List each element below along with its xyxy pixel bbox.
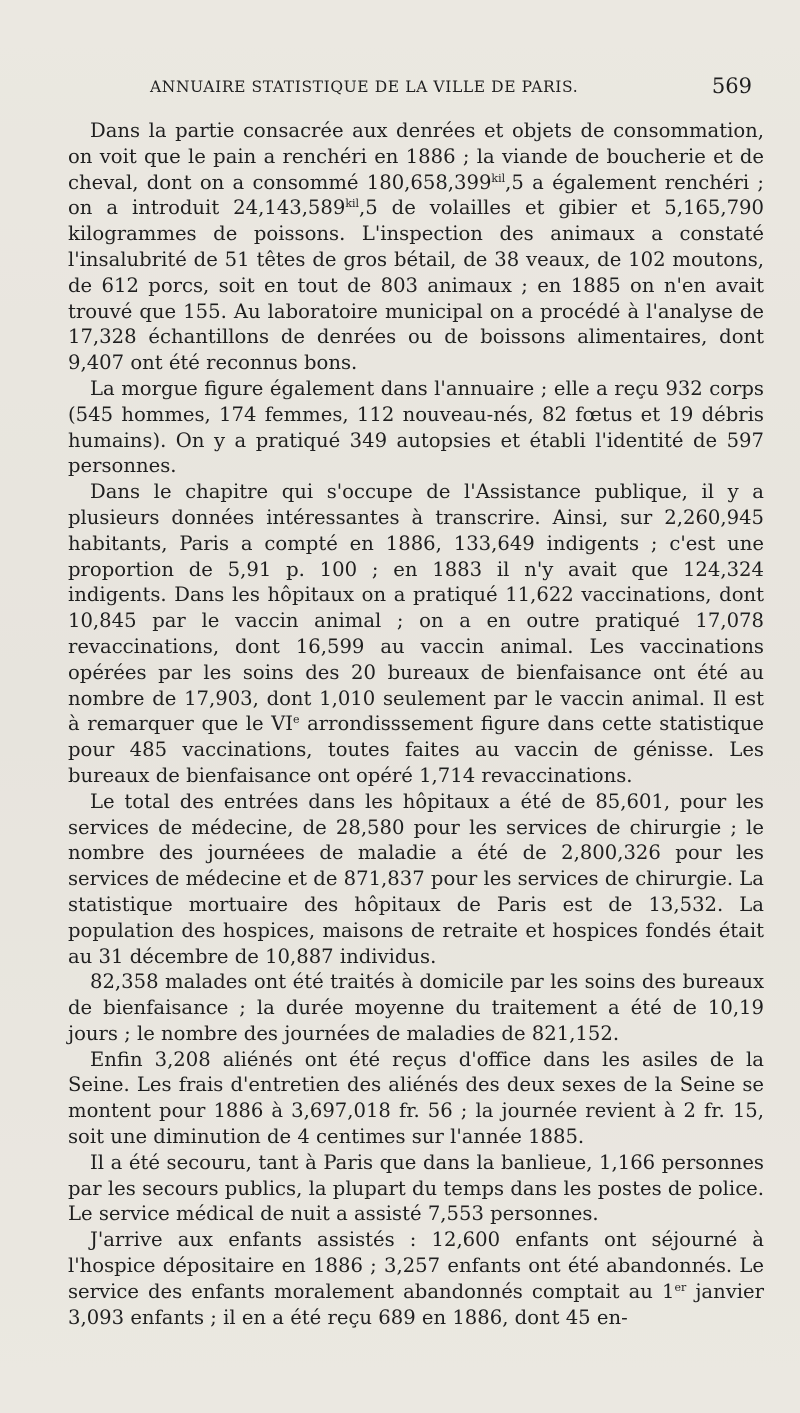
body-text — [68, 118, 764, 1330]
paragraph-domicile: 82,358 malades ont été traités à domicile par les soins des bureaux de bienfaisance ; la durée moyenne du traitement a été de 10,19 jours ; le nombre des journées de maladies de 821,152. — [68, 970, 764, 1045]
paragraph-assistance-publique: Dans le chapitre qui s'occupe de l'Assistance publique, il y a plusieurs données intéressantes à transcrire. Ainsi, sur 2,260,945 habitants, Paris a compté en 1886, 133,649 indigents ; c'est une proportion de 5,91 p. 100 ; en 1883 il n'y avait que 124,324 indigents. Dans les hôpitaux on a pratiqué 11,622 vaccinations, dont 10,845 par le vaccin animal ; on a en outre pratiqué 17,078 revaccinations, dont 16,599 au vaccin animal. Les vaccinations opérées par les soins des 20 bureaux de bienfaisance ont été au nombre de 17,903, dont 1,010 seulement par le vaccin animal. Il est à remarquer que le VIe arrondisssement figure dans cette statistique pour 485 vaccinations, toutes faites au vaccin de génisse. Les bureaux de bienfaisance ont opéré 1,714 revaccinations. — [68, 480, 764, 787]
superscript-kil-1: kil — [491, 171, 506, 185]
superscript-kil-2: kil — [345, 197, 360, 211]
paragraph-morgue: La morgue figure également dans l'annuaire ; elle a reçu 932 corps (545 hommes, 174 femmes, 112 nouveau-nés, 82 fœtus et 19 débris humains). On y a pratiqué 349 autopsies et établi l'identité de 597 personnes. — [68, 376, 764, 478]
superscript-er: er — [674, 1280, 687, 1294]
paragraph-secours: Il a été secouru, tant à Paris que dans la banlieue, 1,166 personnes par les secours publics, la plupart du temps dans les postes de police. Le service médical de nuit a assisté 7,553 personnes. — [68, 1150, 764, 1226]
superscript-e: e — [293, 713, 300, 727]
paragraph-alienes: Enfin 3,208 aliénés ont été reçus d'office dans les asiles de la Seine. Les frais d'entretien des aliénés des deux sexes de la Seine se montent pour 1886 à 3,697,018 fr. 56 ; la journée revient à 2 fr. 15, soit une diminution de 4 centimes sur l'année 1885. — [68, 1047, 764, 1149]
running-header — [150, 74, 752, 102]
paragraph-consommation: Dans la partie consacrée aux denrées et objets de consommation, on voit que le pain a renchéri en 1886 ; la viande de boucherie et de cheval, dont on a consommé $180,658,399^{kil},5$ a également renchéri ; on a introduit $24,143,589^{kil},5$ de volailles et gibier et 5,165,790 kilogrammes de poissons. L'inspection des animaux a constaté l'insalubrité de 51 têtes de gros bétail, de 38 veaux, de 102 moutons, de 612 porcs, soit en tout de 803 animaux ; en 1885 on n'en avait trouvé que 155. Au laboratoire municipal on a procédé à l'analyse de 17,328 échantillons de denrées ou de boissons alimentaires, dont 9,407 ont été reconnus bons. — [68, 119, 764, 375]
paragraph-hopitaux: Le total des entrées dans les hôpitaux a été de 85,601, pour les services de médecine, de 28,580 pour les services de chirurgie ; le nombre des journéees de maladie a été de 2,800,326 pour les services de médecine et de 871,837 pour les services de chirurgie. La statistique mortuaire des hôpitaux de Paris est de 13,532. La population des hospices, maisons de retraite et hospices fondés était au 31 décembre de 10,887 individus. — [68, 789, 764, 968]
header-title: ANNUAIRE STATISTIQUE DE LA VILLE DE PARIS. — [150, 78, 579, 96]
page-number: 569 — [711, 74, 752, 98]
paragraph-enfants-assistes: J'arrive aux enfants assistés : 12,600 enfants ont séjourné à l'hospice dépositaire en 1886 ; 3,257 enfants ont été abandonnés. Le service des enfants moralement abandonnés comptait au 1er janvier 3,093 enfants ; il en a été reçu 689 en 1886, dont 45 en- — [68, 1228, 764, 1329]
